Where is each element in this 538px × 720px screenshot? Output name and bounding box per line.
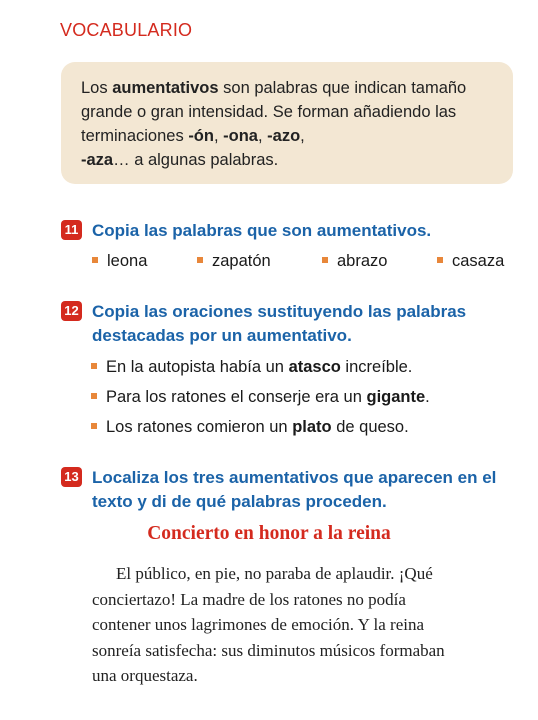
exercise-title: Localiza los tres aumentativos que aparecen en el texto y di de qué palabras proceden. — [92, 468, 497, 511]
bullet-icon — [322, 257, 328, 263]
exercise-number-badge: 12 — [61, 301, 82, 321]
definition-box: Los aumentativos son palabras que indican tamaño grande o gran intensidad. Se forman añadiendo las terminaciones -ón, -ona, -azo, -aza… a algunas palabras. — [61, 62, 513, 184]
reading-text: El público, en pie, no paraba de aplaudir. ¡Qué conciertazo! La madre de los ratones no podía contener unos lagrimones de emoción. Y la reina sonreía satisfecha: sus diminutos músicos formaban una orquestaza. — [92, 564, 445, 685]
bullet-icon — [437, 257, 443, 263]
list-item: Para los ratones el conserje era un gigante. — [91, 382, 430, 412]
word-item: leona — [92, 252, 147, 271]
bullet-icon — [91, 423, 97, 429]
bullet-icon — [91, 393, 97, 399]
reading-title: Concierto en honor a la reina — [147, 523, 391, 544]
word-item: zapatón — [197, 252, 271, 271]
exercise-title: Copia las palabras que son aumentativos. — [92, 221, 432, 240]
sentence-list — [91, 352, 430, 442]
bullet-icon — [92, 257, 98, 263]
word-item: abrazo — [322, 252, 387, 271]
word-item: casaza — [437, 252, 504, 271]
list-item: En la autopista había un atasco increíble. — [91, 352, 430, 382]
section-title: VOCABULARIO — [60, 20, 193, 40]
bullet-icon — [91, 363, 97, 369]
bullet-icon — [197, 257, 203, 263]
exercise-title: Copia las oraciones sustituyendo las palabras destacadas por un aumentativo. — [92, 302, 467, 345]
list-item: Los ratones comieron un plato de queso. — [91, 412, 430, 442]
exercise-number-badge: 13 — [61, 467, 82, 487]
exercise-number-badge: 11 — [61, 220, 82, 240]
